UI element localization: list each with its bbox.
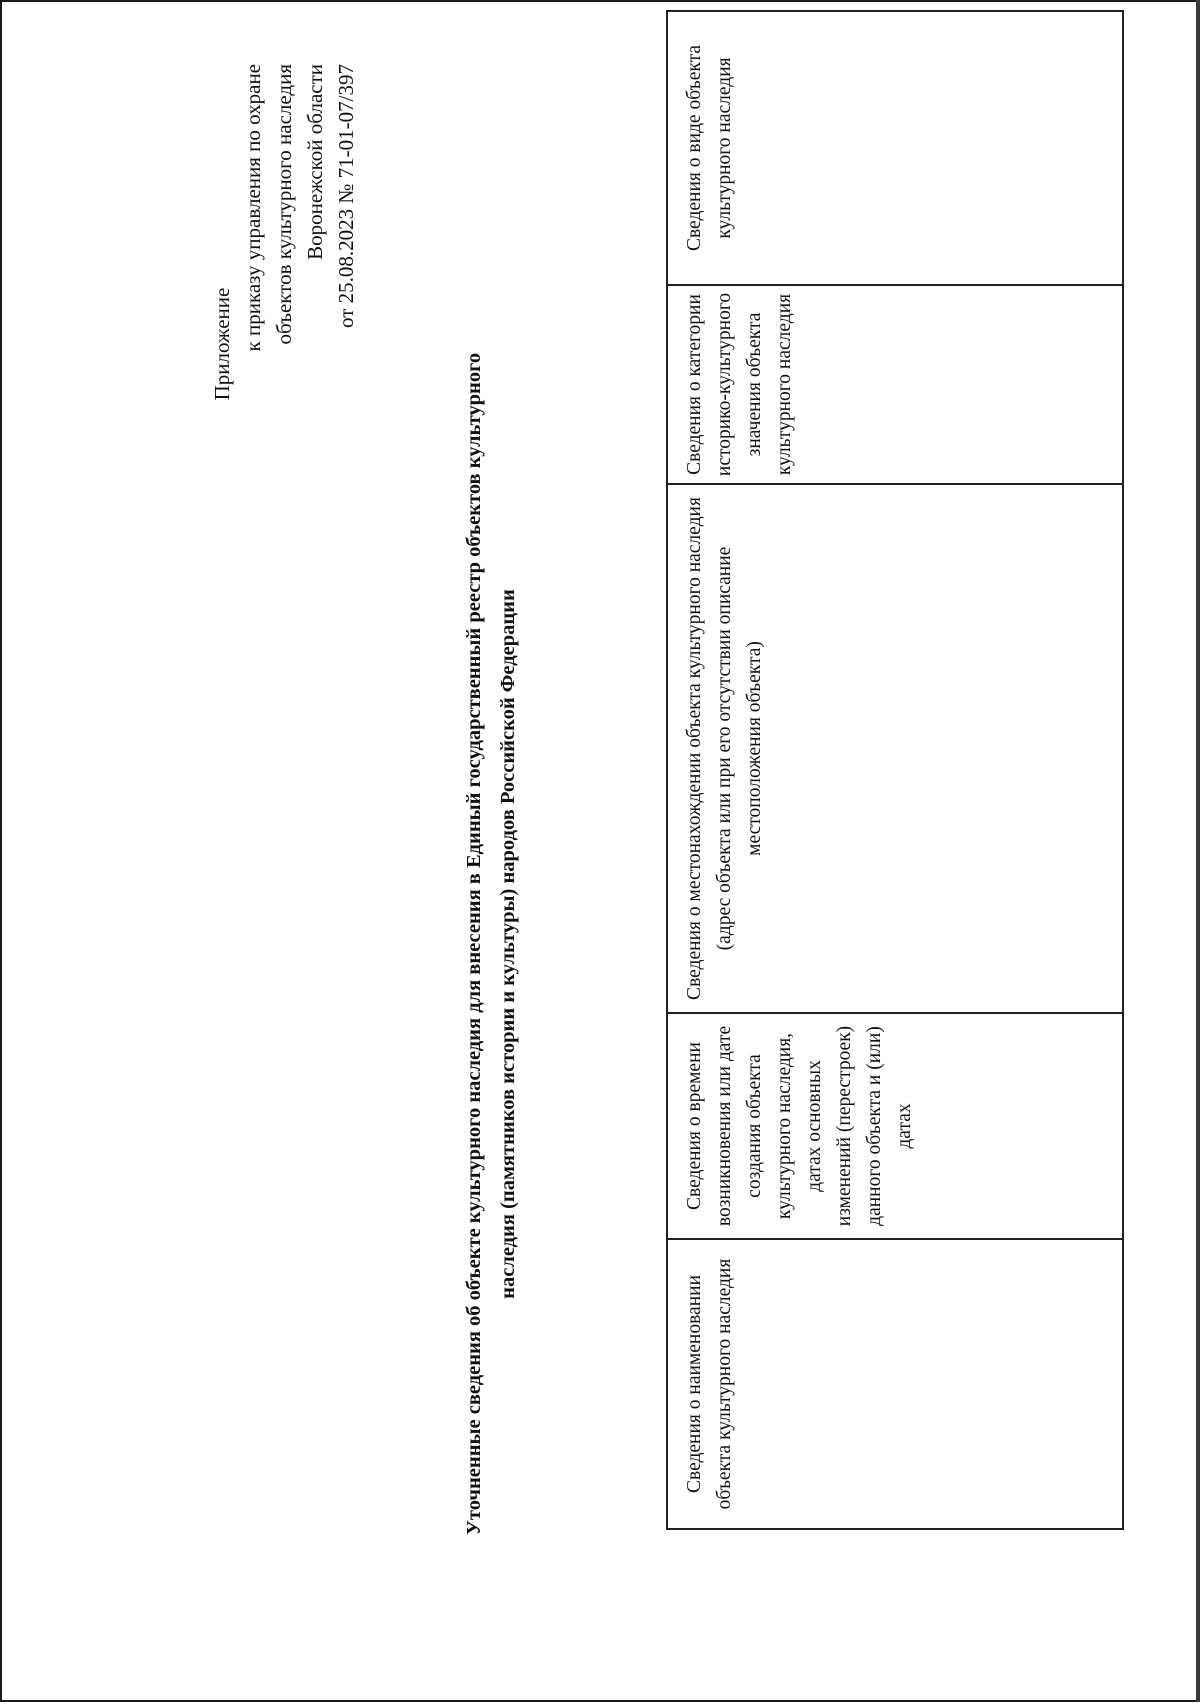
appendix-order-line: к приказу управления по охране (241, 64, 265, 352)
scan-edge (1196, 0, 1200, 1702)
column-type-info: Сведения о виде объекта культурного наследия (667, 11, 1123, 285)
column-category-info: Сведения о категории историко-культурного значения объекта культурного наследия (667, 285, 1123, 484)
document-title: Уточненные сведения об объекте культурного наследия для внесения в Единый государственный реестр объектов культурного наследия (памятников истории и культуры) народов Российской Федерации (463, 352, 519, 1536)
column-date-info: Сведения о времени возникновения или дате создания объекта культурного наследия, датах основных изменений (перестроек) данного объекта и (или) датах (667, 1013, 1123, 1239)
appendix-label: Приложение (210, 287, 234, 401)
appendix-date-number: от 25.08.2023 № 71-01-07/397 (334, 64, 358, 329)
rotated-content (2, 2, 1200, 1704)
appendix-agency-line: объектов культурного наследия (272, 64, 296, 345)
column-name-info: Сведения о наименовании объекта культурного наследия (667, 1239, 1123, 1529)
appendix-region-line: Воронежской области (303, 64, 327, 260)
appendix-header (207, 64, 362, 624)
heritage-info-table (666, 10, 1124, 1530)
column-location-info: Сведения о местонахождении объекта культурного наследия (адрес объекта или при его отсутствии описание местоположения объекта) (667, 484, 1123, 1013)
table-header-row (667, 11, 1123, 1529)
